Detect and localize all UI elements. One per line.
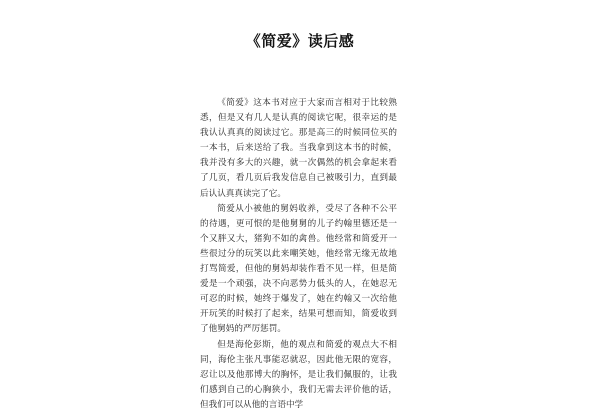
- paragraph-3: 但是海伦彭斯，他的观点和简爱的观点大不相同，海伦主张凡事能忍就忍，因此他无限的宽容，忍让以及他那博大的胸怀，是让我们佩服的，让我们感到自己的心胸狭小，我们无需去评价他的话，但我们可以从他的言语中学: [200, 339, 397, 410]
- document-title: 《简爱》读后感: [245, 32, 355, 50]
- paragraph-1: 《简爱》这本书对应于大家而言相对于比较熟悉，但是又有几人是认真的阅读它呢，很幸运的是我认认真真的阅读过它。那是高三的时候同位买的一本书，后来送给了我。当我拿到这本书的时候，我并没有多大的兴趣，就一次偶然的机会拿起来看了几页，看几页后我发信息自己被吸引力，直到最后认认真真读完了它。: [200, 98, 397, 199]
- paragraph-2: 简爱从小被他的舅妈收养，受尽了各种不公平的待遇，更可恨的是他舅舅的儿子约翰里德还是一个又胖又大，猪狗不如的禽兽。他经常和简爱开一些很过分的玩笑以此来嘲笑她，他经常无缘无故地打骂简爱，但他的舅妈却装作看不见一样，但是简爱是一个顽强，决不向恶势力低头的人，在她忍无可忍的时候，她终于爆发了，她在约翰又一次给他开玩笑的时候打了起来，结果可想而知，简爱收到了他舅妈的严厉惩罚。: [200, 203, 397, 335]
- document-body: [200, 96, 397, 413]
